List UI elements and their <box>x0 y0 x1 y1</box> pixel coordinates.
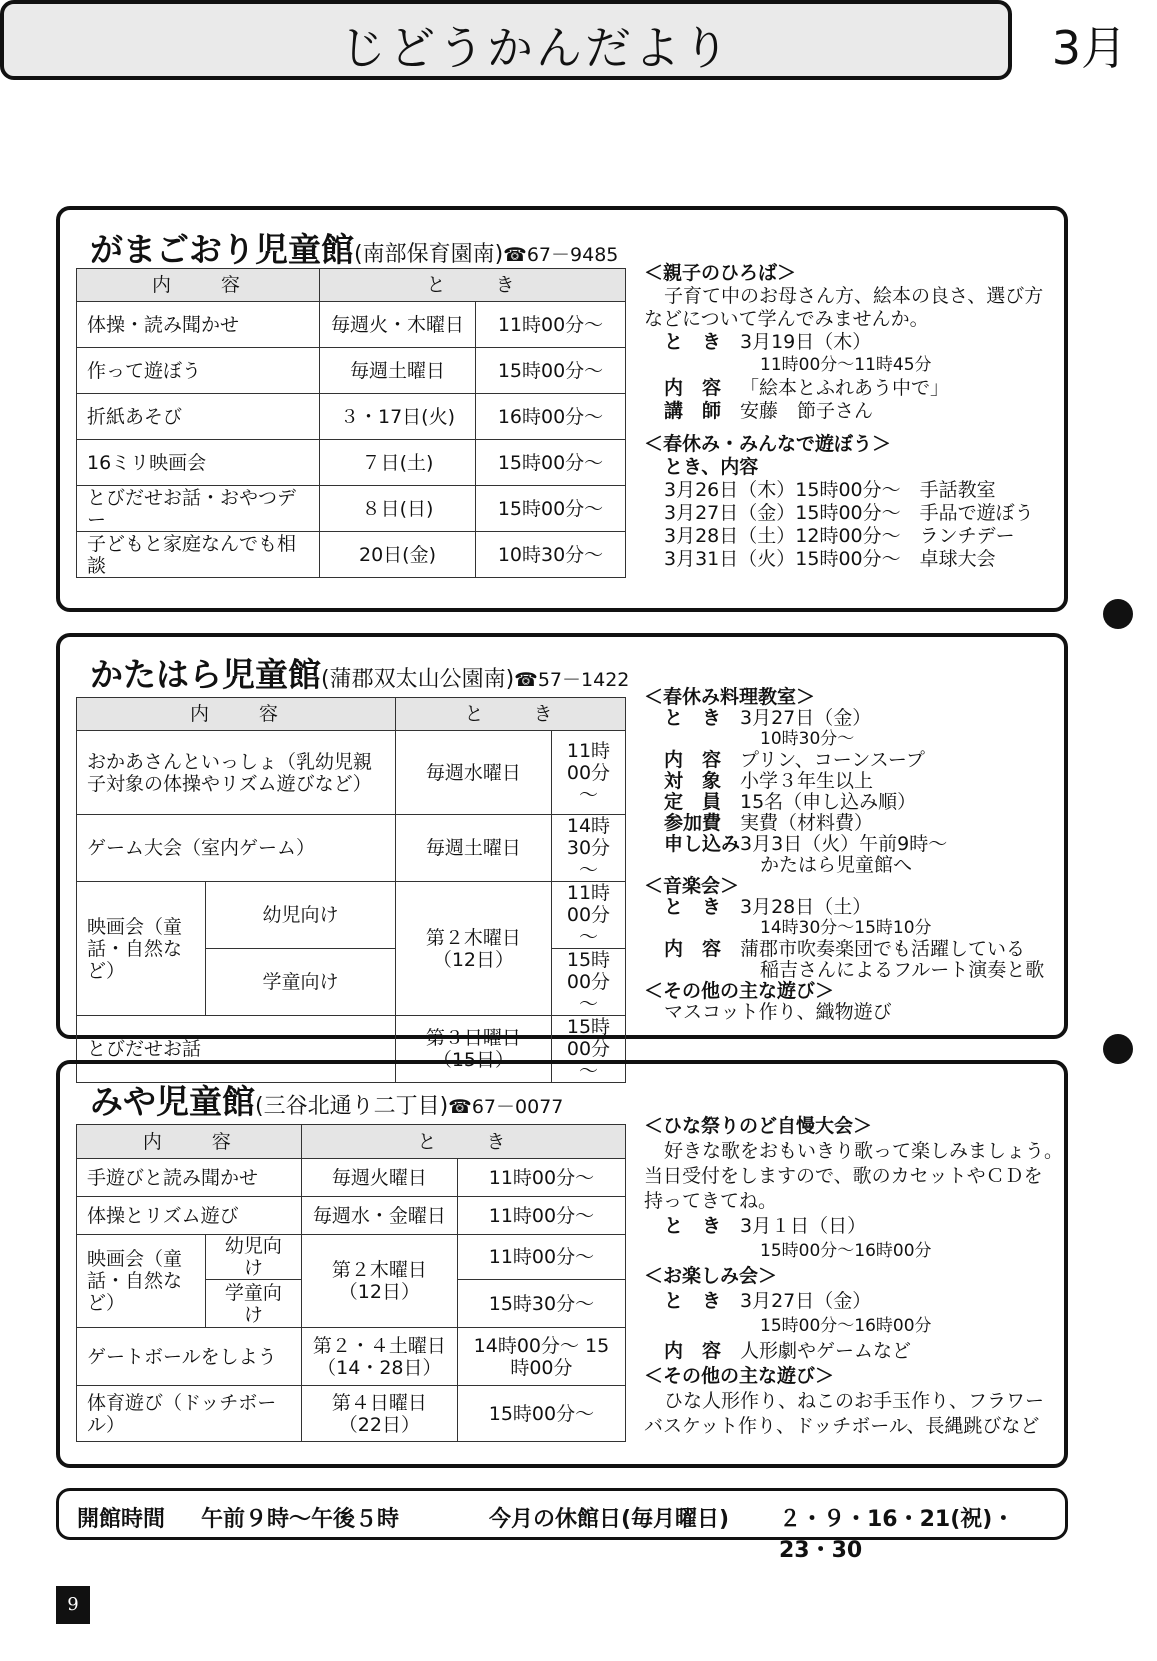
center-address: (南部保育園南) <box>354 242 504 267</box>
kamagoori-events: ＜親子のひろば＞ 子育て中のお母さん方、絵本の良さ、選び方 などについて学んでみませんか。 と き 3月19日（木） 11時00分～11時45分 内 容 「絵本とふれあう中で」 講 師 安藤 節子さん ＜春休み・みんなで遊ぼう＞ とき、内容 3月26日（木）15時00分～ 手話教室 3月27日（金）15時00分～ 手品で遊ぼう 3月28日（土）12時00分～ ランチデー 3月31日（火）15時00分～ 卓球大会 <box>644 262 1044 570</box>
hours-label: 開館時間 <box>77 1507 166 1532</box>
event-title: ＜その他の主な遊び＞ <box>644 980 835 1002</box>
table-row: 体操とリズム遊び 毎週水・金曜日 11時00分～ <box>77 1197 626 1235</box>
table-row: 16ミリ映画会 ７日(土) 15時00分～ <box>77 440 626 486</box>
closed-label: 今月の休館日(毎月曜日) <box>489 1507 730 1532</box>
center-address: (三谷北通り二丁目) <box>255 1094 449 1119</box>
section-title <box>90 1076 563 1123</box>
event-title: ＜ひな祭りのど自慢大会＞ <box>644 1115 873 1137</box>
miya-events: ＜ひな祭りのど自慢大会＞ 好きな歌をおもいきり歌って楽しみましょう。 当日受付をしますので、歌のカセットやＣＤを 持ってきてね。 と き 3月１日（日） 15時00分～16時00分 ＜お楽しみ会＞ と き 3月27日（金） 15時00分～16時00分 内 容 人形劇やゲームなど ＜その他の主な遊び＞ ひな人形作り、ねこのお手玉作り、フラワー バスケット作り、ドッチボール、長縄跳びなど <box>644 1115 1064 1437</box>
newsletter-title-bar <box>0 0 1127 80</box>
page-number: 9 <box>56 1586 90 1624</box>
event-title: ＜お楽しみ会＞ <box>644 1265 778 1287</box>
closed-days: ２・９・16・21(祝)・23・30 <box>779 1507 1015 1563</box>
binder-hole <box>1103 599 1133 629</box>
binder-hole <box>1103 1034 1133 1064</box>
event-title: ＜春休み・みんなで遊ぼう＞ <box>644 433 892 455</box>
event-title: ＜親子のひろば＞ <box>644 262 797 284</box>
section-kamagoori <box>56 206 1068 612</box>
header-content: 内 容 <box>77 269 320 302</box>
hours-value: 午前９時～午後５時 <box>201 1507 400 1532</box>
event-title: ＜音楽会＞ <box>644 875 740 897</box>
event-title: ＜春休み料理教室＞ <box>644 686 816 708</box>
event-title: ＜その他の主な遊び＞ <box>644 1365 835 1387</box>
table-row: 体操・読み聞かせ 毎週火・木曜日 11時00分～ <box>77 302 626 348</box>
table-row: 手遊びと読み聞かせ 毎週火曜日 11時00分～ <box>77 1159 626 1197</box>
section-miya <box>56 1060 1068 1468</box>
section-title <box>90 224 618 271</box>
schedule-table <box>76 697 626 1083</box>
header-time: と き <box>301 1125 625 1159</box>
table-row: ゲートボールをしよう 第２・４土曜日（14・28日） 14時00分～ 15時00分 <box>77 1328 626 1386</box>
header-content: 内 容 <box>77 698 396 731</box>
table-row: 折紙あそび ３・17日(火) 16時00分～ <box>77 394 626 440</box>
section-title <box>90 649 629 696</box>
center-address: (蒲郡双太山公園南) <box>321 667 515 692</box>
center-name: がまごおり児童館 <box>90 230 354 269</box>
schedule-table <box>76 268 626 578</box>
table-row: 体育遊び（ドッチボール） 第４日曜日（22日） 15時00分～ <box>77 1386 626 1442</box>
center-phone: ☎67－0077 <box>448 1096 564 1118</box>
header-time: と き <box>395 698 625 731</box>
header-content: 内 容 <box>77 1125 302 1159</box>
schedule-table <box>76 1124 626 1442</box>
header-time: と き <box>320 269 626 302</box>
opening-hours-bar <box>56 1488 1068 1563</box>
section-katahara <box>56 633 1068 1082</box>
table-row: おかあさんといっしょ（乳幼児親子対象の体操やリズム遊びなど） 毎週水曜日 11時00分～ <box>77 731 626 815</box>
table-row: 作って遊ぼう 毎週土曜日 15時00分～ <box>77 348 626 394</box>
newsletter-month: 3月 <box>1051 21 1127 75</box>
center-name: みや児童館 <box>90 1082 255 1121</box>
center-phone: ☎67－9485 <box>503 244 619 266</box>
table-row: 子どもと家庭なんでも相談 20日(金) 10時30分～ <box>77 532 626 578</box>
center-name: かたはら児童館 <box>90 655 321 694</box>
table-row: ゲーム大会（室内ゲーム） 毎週土曜日 14時30分～ <box>77 815 626 882</box>
table-row: 映画会（童話・自然など） 幼児向け 第２木曜日（12日） 11時00分～ <box>77 882 626 949</box>
table-row: 映画会（童話・自然など） 幼児向け 第２木曜日（12日） 11時00分～ <box>77 1235 626 1280</box>
newsletter-title: じどうかんだより <box>340 21 732 75</box>
table-row: 学童向け 15時00分～ <box>77 949 626 1016</box>
table-row: 学童向け 15時30分～ <box>77 1280 626 1328</box>
table-row: とびだせお話 第３日曜日（15日） 15時00分～ <box>77 1016 626 1083</box>
katahara-events: ＜春休み料理教室＞ と き 3月27日（金） 10時30分～ 内 容 プリン、コーンスープ 対 象 小学３年生以上 定 員 15名（申し込み順） 参加費 実費（材料費） 申し込み 3月3日（火）午前9時～ かたはら児童館へ ＜音楽会＞ と き 3月28日（土） 14時30分～15時10分 内 容 蒲郡市吹奏楽団でも活躍している 稲吉さんによるフルート演奏と歌 ＜その他の主な遊び＞ マスコット作り、織物遊び <box>644 686 1045 1023</box>
table-row: とびだせお話・おやつデー ８日(日) 15時00分～ <box>77 486 626 532</box>
center-phone: ☎57－1422 <box>514 669 630 691</box>
